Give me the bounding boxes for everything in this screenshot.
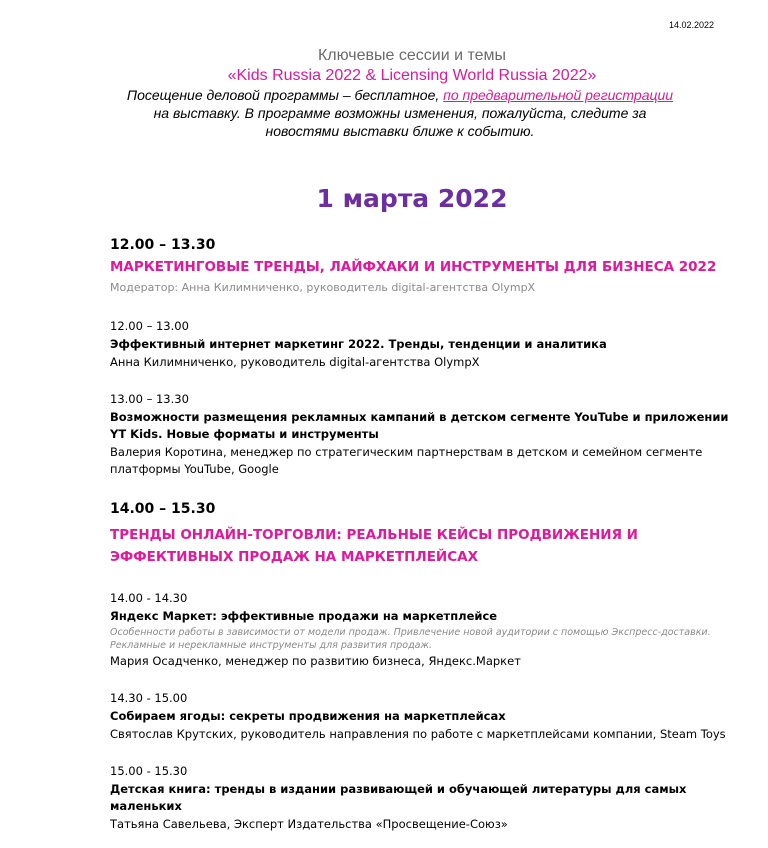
session-time: 14.00 - 14.30	[110, 591, 188, 605]
registration-link[interactable]: по предварительной регистрации	[443, 87, 674, 103]
session-time: 13.00 – 13.30	[110, 392, 189, 406]
session-time: 15.00 - 15.30	[110, 764, 188, 778]
event-name: «Kids Russia 2022 & Licensing World Russia 2022»	[227, 67, 597, 84]
session-title: Яндекс Маркет: эффективные продажи на маркетплейсе	[110, 609, 498, 623]
session-time: 14.30 - 15.00	[110, 691, 188, 705]
document-date: 14.02.2022	[668, 20, 714, 30]
registration-note	[120, 86, 680, 140]
block-title: МАРКЕТИНГОВЫЕ ТРЕНДЫ, ЛАЙФХАКИ И ИНСТРУМЕНТЫ ДЛЯ БИЗНЕСА 2022	[110, 259, 717, 275]
session-speaker: Валерия Коротина, менеджер по стратегическим партнерствам в детском и семейном сегменте платформы YouTube, Google	[110, 445, 703, 476]
session-speaker: Татьяна Савельева, Эксперт Издательства «Просвещение-Союз»	[110, 817, 508, 831]
note-text-before: Посещение деловой программы – бесплатное,	[126, 87, 444, 103]
session-time: 12.00 – 13.00	[110, 319, 189, 333]
session-title: Эффективный интернет маркетинг 2022. Тренды, тенденции и аналитика	[110, 337, 607, 351]
session-title: Возможности размещения рекламных кампаний в детском сегменте YouTube и приложении YT Kids. Новые форматы и инструменты	[110, 410, 729, 441]
block-time: 14.00 – 15.30	[110, 501, 216, 517]
session-item	[110, 690, 730, 743]
session-item	[110, 590, 730, 670]
block-moderator: Модератор: Анна Килимниченко, руководитель digital-агентства OlympX	[110, 281, 536, 294]
session-description: Особенности работы в зависимости от модели продаж. Привлечение новой аудитории с помощью Экспресс-доставки. Рекламные и нерекламные инструменты для развития продаж.	[110, 627, 711, 651]
page-header	[0, 46, 768, 140]
session-speaker: Мария Осадченко, менеджер по развитию бизнеса, Яндекс.Маркет	[110, 654, 521, 668]
page-title: Ключевые сессии и темы	[317, 47, 507, 64]
program-block	[110, 236, 730, 478]
session-title: Детская книга: тренды в издании развивающей и обучающей литературы для самых маленьких	[110, 782, 687, 813]
session-title: Собираем ягоды: секреты продвижения на маркетплейсах	[110, 709, 506, 723]
session-speaker: Анна Килимниченко, руководитель digital-агентства OlympX	[110, 355, 480, 369]
note-text-after: на выставку. В программе возможны изменения, пожалуйста, следите за новостями выставки ближе к событию.	[153, 105, 647, 139]
block-title: ТРЕНДЫ ОНЛАЙН-ТОРГОВЛИ: РЕАЛЬНЫЕ КЕЙСЫ ПРОДВИЖЕНИЯ И ЭФФЕКТИВНЫХ ПРОДАЖ НА МАРКЕТПЛЕЙСАХ	[110, 527, 638, 565]
program-block	[110, 500, 730, 833]
day-heading: 1 марта 2022	[316, 184, 508, 213]
session-item	[110, 318, 730, 371]
program-content	[110, 236, 730, 833]
session-speaker: Святослав Крутских, руководитель направления по работе с маркетплейсами компании, Steam Toys	[110, 727, 726, 741]
session-item	[110, 391, 730, 478]
session-item	[110, 763, 730, 833]
block-time: 12.00 – 13.30	[110, 237, 216, 253]
